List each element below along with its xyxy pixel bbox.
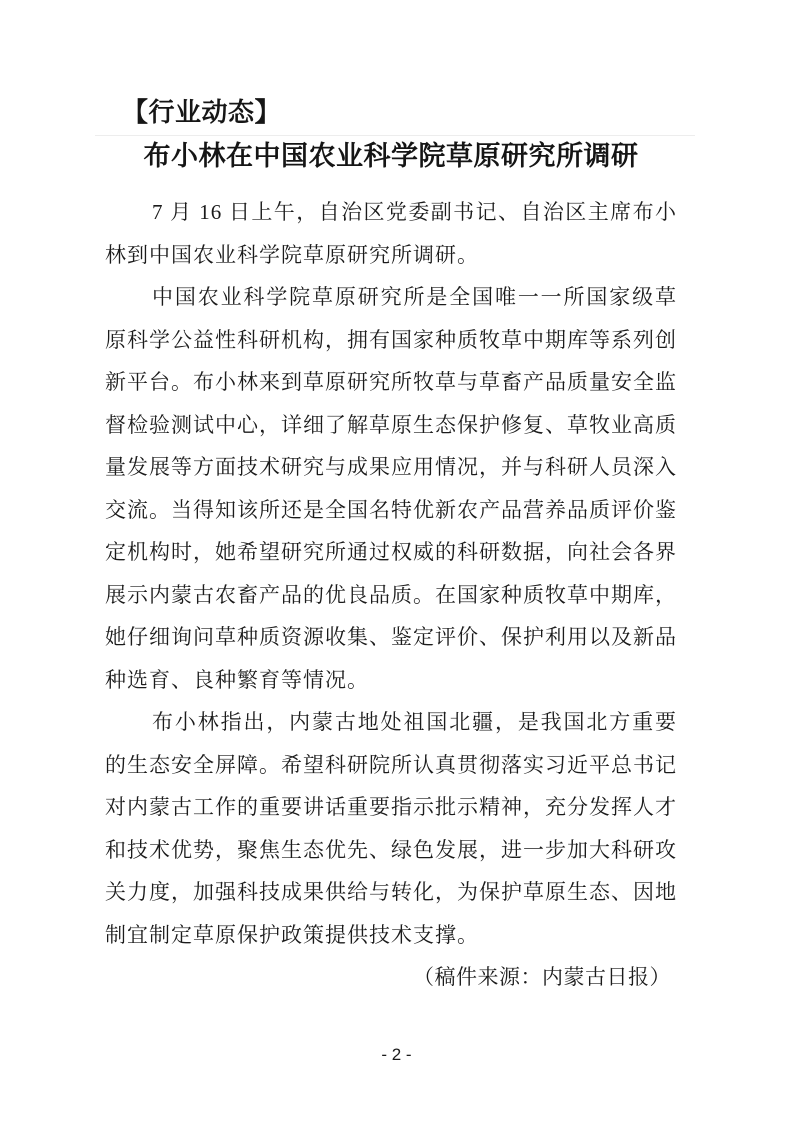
paragraph-2: 中国农业科学院草原研究所是全国唯一一所国家级草原科学公益性科研机构，拥有国家种质牧草中期库等系列创新平台。布小林来到草原研究所牧草与草畜产品质量安全监督检验测试中心，详细了解草原生态保护修复、草牧业高质量发展等方面技术研究与成果应用情况，并与科研人员深入交流。当得知该所还是全国名特优新农产品营养品质评价鉴定机构时，她希望研究所通过权威的科研数据，向社会各界展示内蒙古农畜产品的优良品质。在国家种质牧草中期库，她仔细询问草种质资源收集、鉴定评价、保护利用以及新品种选育、良种繁育等情况。 — [105, 285, 677, 692]
section-label: 【行业动态】 — [122, 97, 282, 127]
article-body — [105, 191, 677, 999]
source-note: （稿件来源：内蒙古日报） — [413, 965, 671, 989]
paragraph-1: 7 月 16 日上午，自治区党委副书记、自治区主席布小林到中国农业科学院草原研究所调研。 — [105, 200, 677, 267]
page-number: - 2 - — [381, 1045, 412, 1064]
page-content — [105, 0, 677, 999]
paragraph-3: 布小林指出，内蒙古地处祖国北疆，是我国北方重要的生态安全屏障。希望科研院所认真贯彻落实习近平总书记对内蒙古工作的重要讲话重要指示批示精神，充分发挥人才和技术优势，聚焦生态优先、绿色发展，进一步加大科研攻关力度，加强科技成果供给与转化，为保护草原生态、因地制宜制定草原保护政策提供技术支撑。 — [105, 710, 677, 947]
article-title: 布小林在中国农业科学院草原研究所调研 — [143, 141, 639, 171]
